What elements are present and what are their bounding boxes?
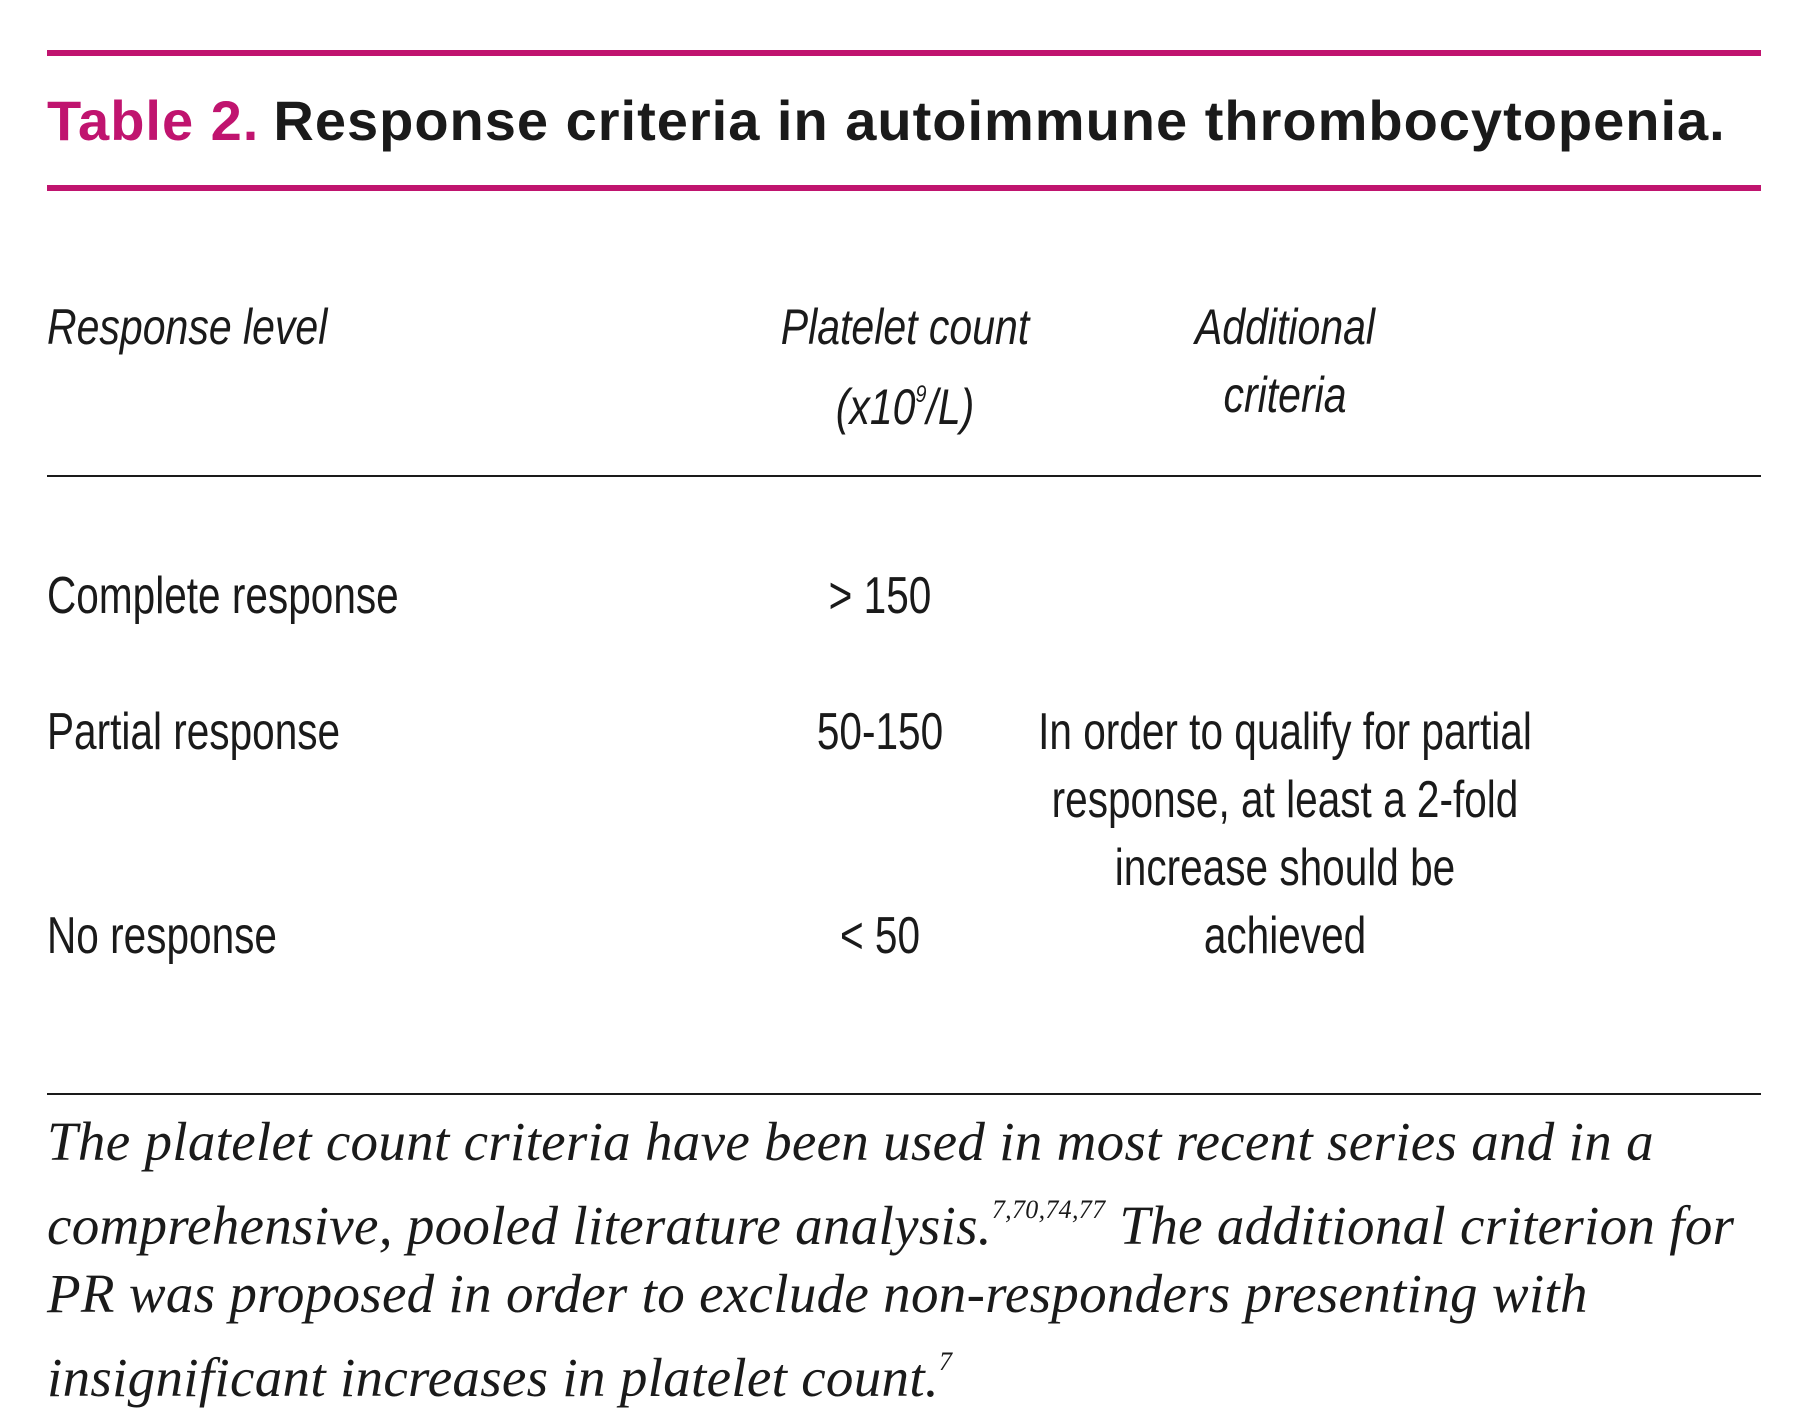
footnote-part1: The platelet count criteria have been used in most recent series and in a comprehensive, pooled literature analysis. [47,1111,1654,1256]
header-divider [47,475,1761,477]
footnote-part2: The additional criterion for PR was proposed in order to exclude non-responders presenting with insignificant increases in platelet count. [47,1195,1735,1408]
table-label: Table 2. [47,89,260,152]
header-additional-line1: Additional [1194,299,1376,355]
header-response-level: Response level [47,299,328,355]
header-platelet-unit-pre: (x10 [835,379,916,435]
footnote-ref1: 7,70,74,77 [991,1195,1106,1224]
header-additional-criteria [1174,293,1395,429]
header-platelet-unit-sup: 9 [915,381,927,408]
row-partial-count: 50-150 [816,703,944,761]
header-additional-line2: criteria [1223,367,1347,423]
header-platelet-line2 [770,361,1041,441]
table-title-text: Response criteria in autoimmune thrombocytopenia. [273,89,1726,152]
title-top-rule [47,50,1761,56]
footnote-ref2: 7 [938,1347,953,1376]
row-partial-level: Partial response [47,703,341,761]
header-platelet-count [770,293,1041,441]
row-complete-level: Complete response [47,567,399,625]
row-partial-criteria: In order to qualify for partial response, at least a 2-fold increase should be achieved [1038,703,1532,965]
table-footnote [47,1108,1761,1412]
header-platelet-line1: Platelet count [780,299,1030,355]
table-title [47,88,1726,153]
header-platelet-unit-post: /L) [926,379,975,435]
title-bottom-rule [47,185,1761,191]
footnote-divider [47,1093,1761,1095]
row-none-count: < 50 [839,907,921,965]
row-none-level: No response [47,907,277,965]
row-complete-count: > 150 [828,567,932,625]
